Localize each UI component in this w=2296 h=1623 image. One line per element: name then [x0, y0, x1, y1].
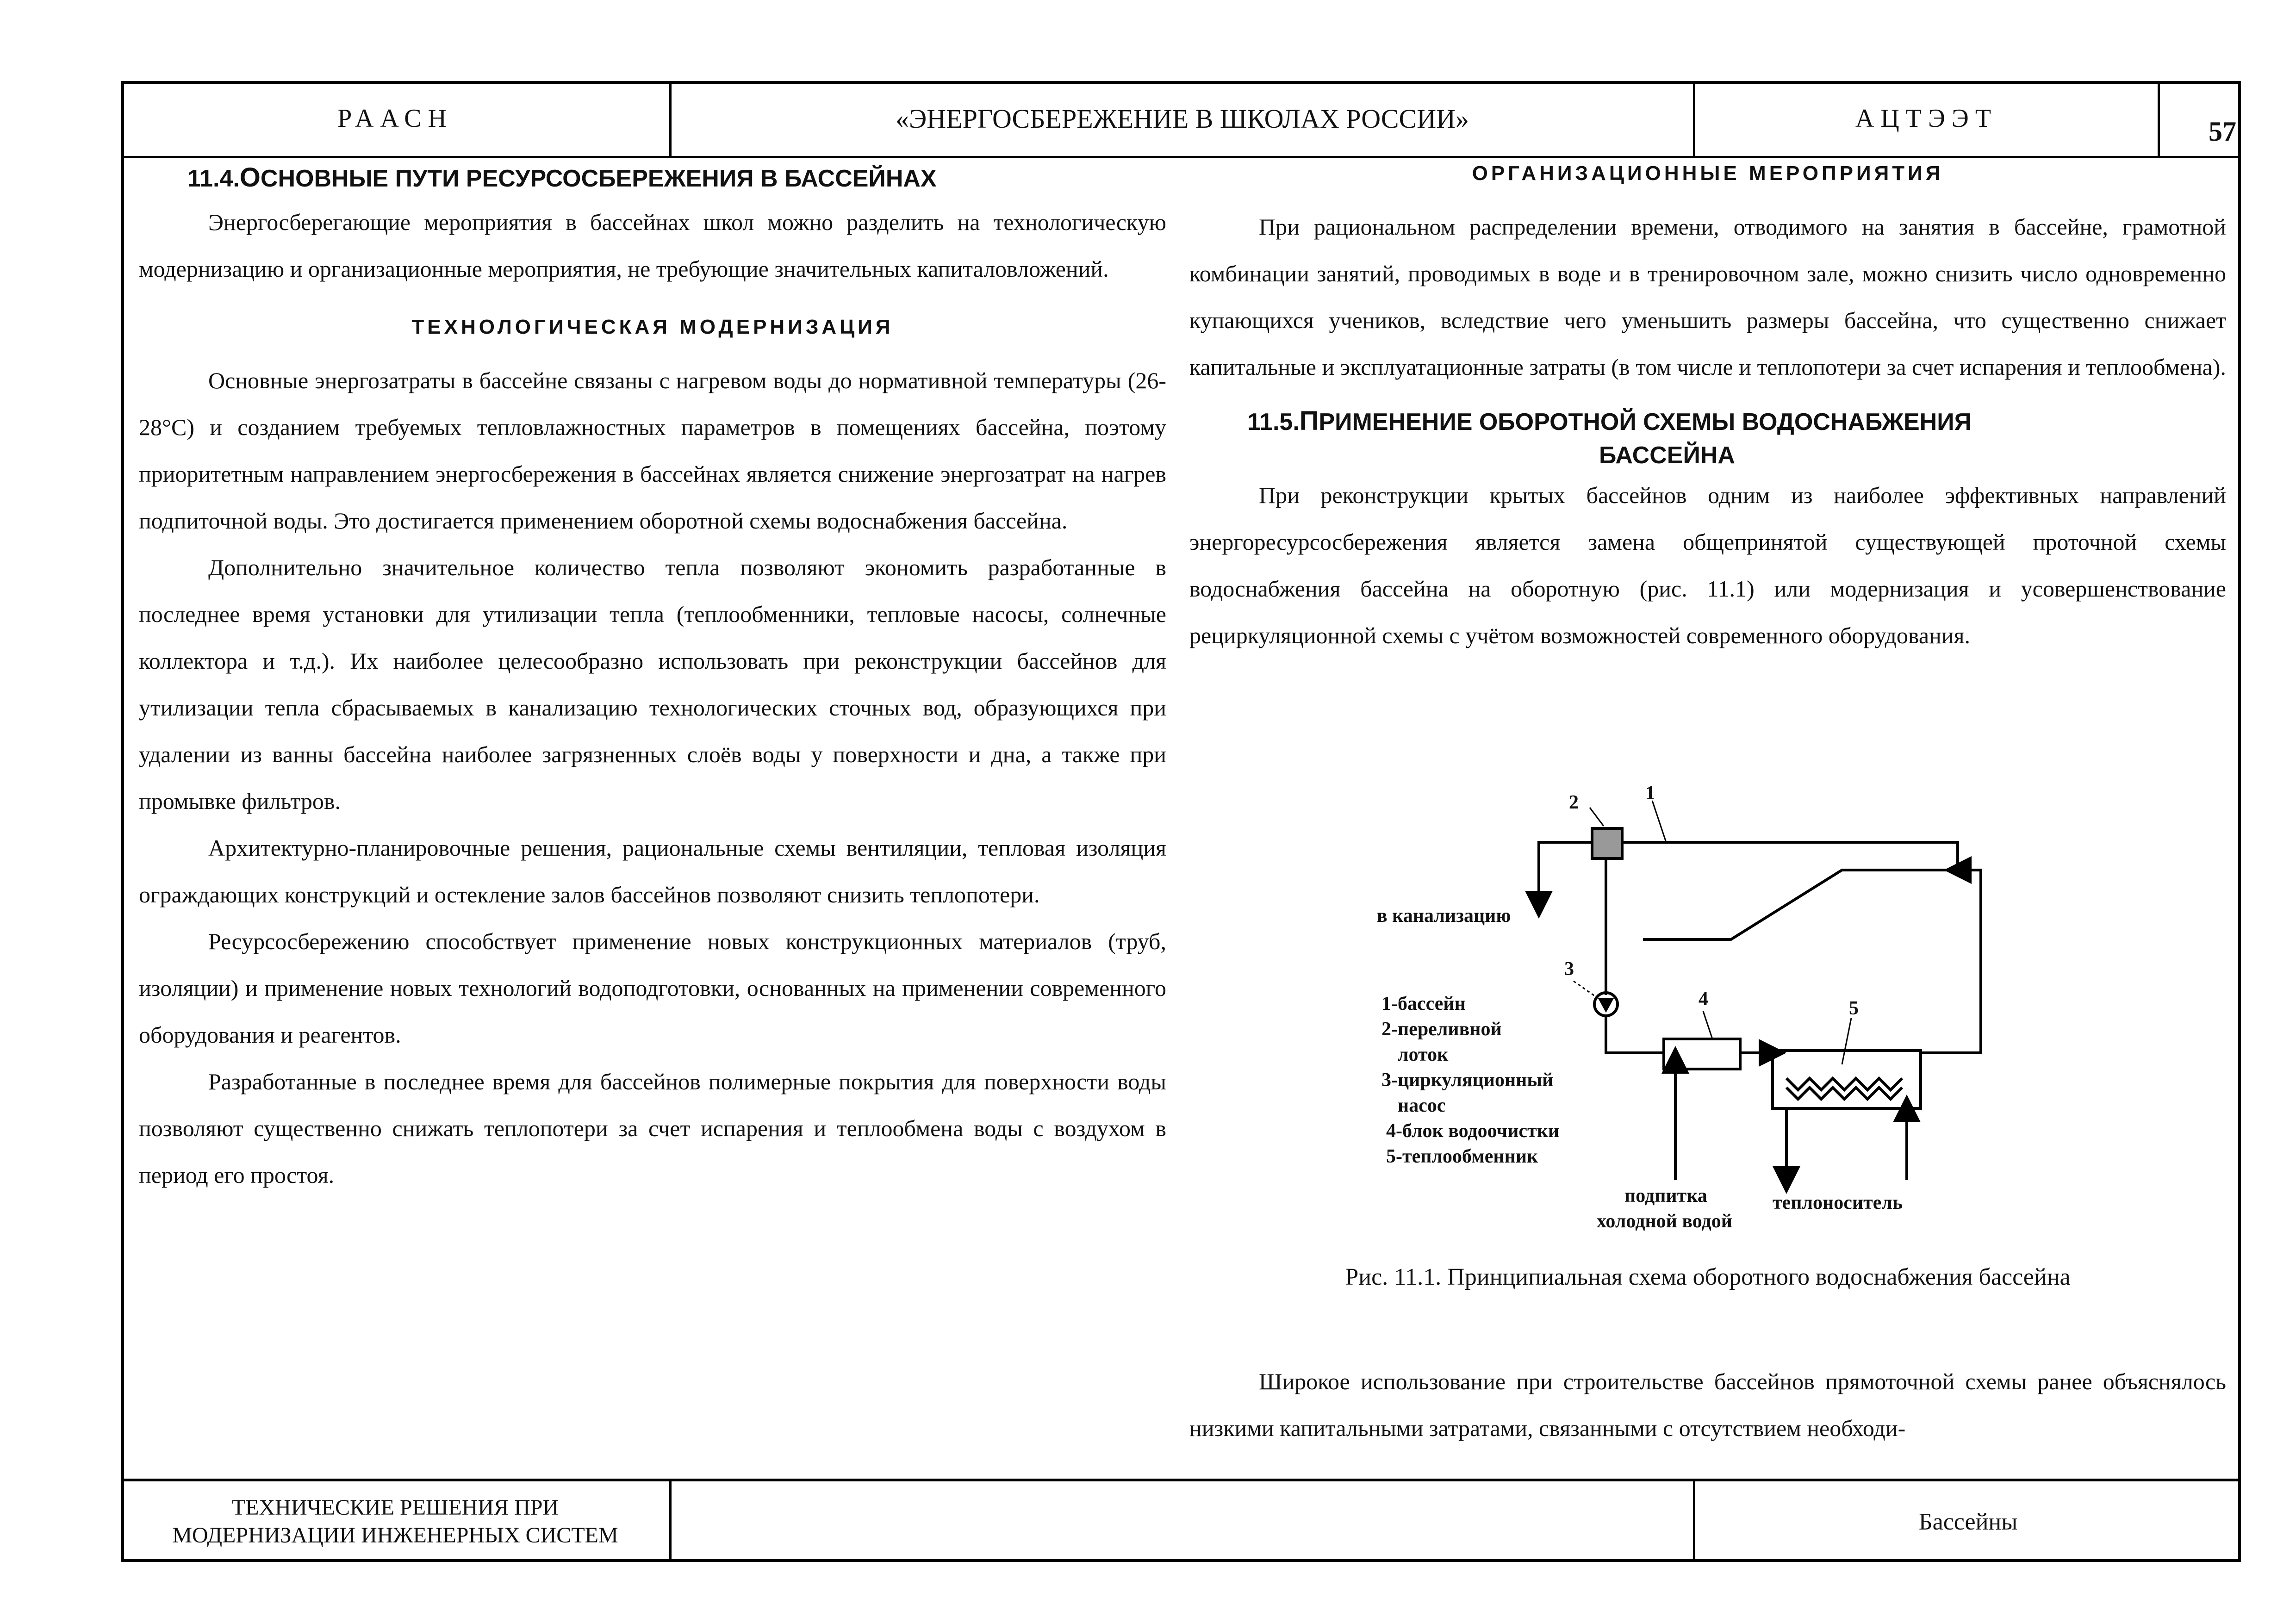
label-coolant: теплоноситель: [1773, 1192, 1903, 1213]
footer-center: [669, 1481, 1693, 1562]
right-column: [1189, 162, 2226, 659]
subheading-organizational: ОРГАНИЗАЦИОННЫЕ МЕРОПРИЯТИЯ: [1472, 162, 1944, 185]
label-5: 5: [1849, 998, 1859, 1019]
legend-1: 1-бассейн: [1381, 993, 1466, 1014]
paragraph: Дополнительно значительное количество тепла позволяют экономить разработанные в последнее время установки для утилизации тепла (теплообменники, тепловые насосы, солнечные коллектора и т.д.). Их наиболее целесообразно использовать при реконструкции бассейнов для утилизации тепла сбрасываемых в канализацию технологических сточных вод, образующихся при удалении из ванны бассейна наиболее загрязненных слоёв воды у поверхности и дна, а также при промывке фильтров.: [139, 554, 1166, 814]
legend-3b: насос: [1398, 1095, 1446, 1116]
heat-exchanger: [1773, 1051, 1921, 1108]
page-footer: [121, 1479, 2241, 1562]
return-pipe: [1921, 870, 1981, 1053]
page-number: 57: [2158, 81, 2241, 156]
pump-to-filter-pipe: [1606, 1016, 1664, 1053]
legend-4: 4-блок водоочистки: [1386, 1120, 1560, 1142]
header-title: «ЭНЕРГОСБЕРЕЖЕНИЕ В ШКОЛАХ РОССИИ»: [669, 81, 1693, 156]
legend-5: 5-теплообменник: [1386, 1146, 1538, 1167]
paragraph: При реконструкции крытых бассейнов одним из наиболее эффективных направлений энергоресурсосбережения является замена общепринятой существующей проточной схемы водоснабжения бассейна на оборотную (рис. 11.1) или модернизация и усовершенствование рециркуляционной схемы с учётом возможностей современного оборудования.: [1189, 482, 2226, 648]
paragraph: Основные энергозатраты в бассейне связаны с нагревом воды до нормативной температуры (26-28°С) и созданием требуемых тепловлажностных параметров в помещениях бассейна, поэтому приоритетным направлением энергосбережения в бассейнах является снижение энергозатрат на нагрев подпиточной воды. Это достигается применением оборотной схемы водоснабжения бассейна.: [139, 367, 1166, 534]
section-11-5-heading-line2: БАССЕЙНА: [1599, 442, 1735, 469]
section-11-4-heading: 11.4.ОСНОВНЫЕ ПУТИ РЕСУРСОСБЕРЕЖЕНИЯ В БАССЕЙНАХ: [187, 162, 937, 193]
label-2: 2: [1569, 792, 1579, 813]
sewer-pipe: [1539, 842, 1592, 905]
section-11-5-heading: 11.5.ПРИМЕНЕНИЕ ОБОРОТНОЙ СХЕМЫ ВОДОСНАБЖЕНИЯ: [1247, 406, 1972, 436]
header-org: РААСН: [337, 104, 453, 133]
footer-section-line2: МОДЕРНИЗАЦИИ ИНЖЕНЕРНЫХ СИСТЕМ: [172, 1523, 618, 1548]
footer-section-line1: ТЕХНИЧЕСКИЕ РЕШЕНИЯ ПРИ: [231, 1495, 559, 1520]
footer-topic: Бассейны: [1693, 1481, 2241, 1562]
figure-caption: Рис. 11.1. Принципиальная схема оборотного водоснабжения бассейна: [1345, 1264, 2071, 1290]
overflow-tray: [1592, 828, 1622, 858]
subheading-tech-modernization: ТЕХНОЛОГИЧЕСКАЯ МОДЕРНИЗАЦИЯ: [411, 316, 894, 338]
paragraph: Архитектурно-планировочные решения, рациональные схемы вентиляции, тепловая изоляция ограждающих конструкций и остекление залов бассейнов позволяют снизить теплопотери.: [139, 835, 1166, 908]
page-header: [121, 81, 2241, 158]
legend-2a: 2-переливной: [1381, 1019, 1502, 1040]
paragraph: Ресурсосбережению способствует применение новых конструкционных материалов (труб, изоляции) и применение новых технологий водоподготовки, основанных на применении современного оборудования и реагентов.: [139, 928, 1166, 1048]
pool-scheme-figure: [1379, 782, 2027, 1245]
legend-3a: 3-циркуляционный: [1381, 1070, 1554, 1091]
heat-exchanger-coil: [1786, 1078, 1902, 1090]
paragraph: Широкое использование при строительстве бассейнов прямоточной схемы ранее объяснялось низкими капитальными затратами, связанными с отсутствием необходи-: [1189, 1368, 2226, 1441]
label-3: 3: [1564, 958, 1574, 980]
label-makeup-b: холодной водой: [1597, 1211, 1732, 1232]
paragraph: Разработанные в последнее время для бассейнов полимерные покрытия для поверхности воды позволяют существенно снижать теплопотери за счет испарения и теплообмена воды с воздухом в период его простоя.: [139, 1069, 1166, 1188]
label-sewer: в канализацию: [1377, 905, 1511, 927]
label-1: 1: [1645, 783, 1655, 804]
header-org-right: АЦТЭЭТ: [1693, 81, 2158, 156]
legend-2b: лоток: [1398, 1044, 1449, 1065]
label-makeup-a: подпитка: [1624, 1185, 1707, 1206]
paragraph: При рациональном распределении времени, отводимого на занятия в бассейне, грамотной комбинации занятий, проводимых в воде и в тренировочном зале, можно снизить число одновременно купающихся учеников, вследствие чего уменьшить размеры бассейна, что существенно снижает капитальные и эксплуатационные затраты (в том числе и теплопотери за счет испарения и теплообмена).: [1189, 214, 2226, 380]
left-column: [139, 162, 1166, 1199]
footer-section: [121, 1481, 669, 1562]
paragraph: Энергосберегающие мероприятия в бассейнах школ можно разделить на технологическую модернизацию и организационные мероприятия, не требующие значительных капиталовложений.: [139, 209, 1166, 282]
label-4: 4: [1699, 989, 1708, 1010]
pool-outline: [1592, 842, 1958, 939]
pool-scheme-diagram: [1379, 782, 2027, 1245]
